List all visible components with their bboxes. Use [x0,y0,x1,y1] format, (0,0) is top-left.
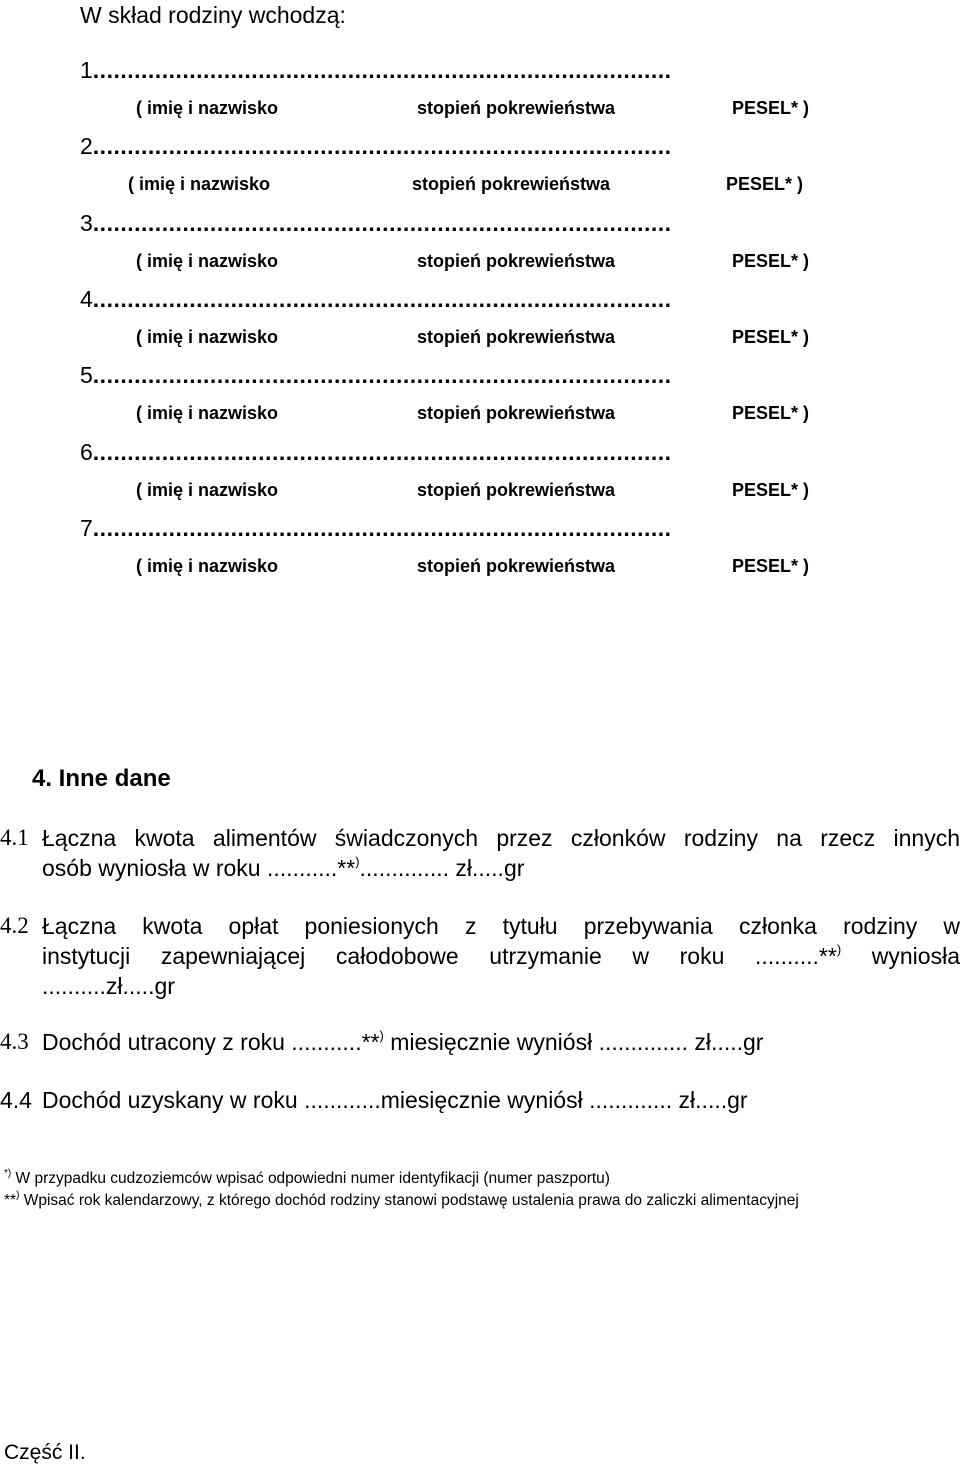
member-number: 2 [80,133,93,160]
member-line [80,57,672,84]
item-4-2 [0,911,960,1001]
footnote-text: Wpisać rok kalendarzowy, z którego dochód rodziny stanowi podstawę ustalenia prawa do zaliczki alimentacyjnej [19,1192,799,1209]
footnote-ref: ) [836,942,842,958]
member-fill-line: .................................................................................... [92,362,672,389]
caption-relation: stopień pokrewieństwa [417,98,616,118]
item-text: Dochód uzyskany w roku ............miesięcznie wyniósł ............. zł.....gr [42,1087,748,1113]
footnote-mark: ) [16,1189,20,1201]
item-number: 4.3 [0,1029,29,1054]
member-number: 3 [80,209,93,236]
caption-name: ( imię i nazwisko [136,326,279,347]
member-fill-line: .................................................................................... [92,57,672,83]
item-text: Łączna kwota alimentów świadczonych przez członków rodziny na rzecz innych [42,825,960,851]
item-text: .............. zł.....gr [359,855,525,881]
caption-pesel: PESEL* ) [732,403,810,424]
caption-pesel: PESEL* ) [726,174,804,195]
caption-relation: stopień pokrewieństwa [417,479,616,500]
member-line [80,210,672,237]
member-number: 4 [80,285,93,312]
caption-pesel: PESEL* ) [732,326,810,347]
member-line [80,439,672,466]
footnote-mark: ** [4,1192,17,1209]
footnote-text: W przypadku cudzoziemców wpisać odpowiedni numer identyfikacji (numer paszportu) [11,1170,610,1187]
member-line [80,515,672,542]
member-fill-line: .................................................................................... [92,285,672,312]
item-text: instytucji zapewniającej całodobowe utrzymanie w roku ..........** [42,943,837,969]
caption-pesel: PESEL* ) [732,555,810,576]
caption-name: ( imię i nazwisko [128,174,271,195]
caption-pesel: PESEL* ) [732,250,810,271]
member-line [80,362,672,389]
caption-name: ( imię i nazwisko [136,250,279,271]
member-line [80,286,672,313]
caption-name: ( imię i nazwisko [136,479,279,500]
item-text: miesięcznie wyniósł .............. zł.....gr [383,1029,764,1055]
member-number: 5 [80,362,93,389]
caption-name: ( imię i nazwisko [136,98,279,118]
item-text: ..........zł.....gr [42,973,175,999]
family-intro: W skład rodziny wchodzą: [80,2,346,28]
caption-name: ( imię i nazwisko [136,403,279,424]
member-number: 1 [80,57,93,83]
part-heading: Część II. [4,1441,86,1464]
member-fill-line: .................................................................................... [92,133,672,160]
caption-relation: stopień pokrewieństwa [417,403,616,424]
member-fill-line: .................................................................................... [92,514,672,541]
item-number: 4.2 [0,913,29,938]
caption-relation: stopień pokrewieństwa [417,555,616,576]
footnote-2 [4,1189,799,1210]
caption-relation: stopień pokrewieństwa [412,174,611,195]
member-fill-line: .................................................................................... [92,438,672,465]
item-number: 4.4 [0,1087,32,1113]
caption-pesel: PESEL* ) [732,479,810,500]
item-text: Łączna kwota opłat poniesionych z tytułu przebywania członka rodziny w [42,913,960,939]
footnote-ref: ) [355,854,360,870]
member-number: 6 [80,438,93,465]
item-4-4 [0,1085,960,1115]
member-line [80,133,672,160]
item-text: Dochód utracony z roku ...........** [42,1029,380,1055]
footnote-ref: ) [379,1028,384,1044]
item-number: 4.1 [0,825,29,850]
member-number: 7 [80,514,93,541]
caption-relation: stopień pokrewieństwa [417,326,616,347]
member-fill-line: .................................................................................... [92,209,672,236]
item-4-1 [0,823,960,883]
caption-relation: stopień pokrewieństwa [417,250,616,271]
item-4-3 [0,1027,960,1057]
item-text: wyniosła [841,943,960,969]
footnote-1 [4,1167,610,1188]
footnote-mark: *) [4,1167,12,1179]
caption-pesel: PESEL* ) [732,98,810,118]
caption-name: ( imię i nazwisko [136,555,279,576]
item-text: osób wyniosła w roku ...........** [42,855,356,881]
section-title: 4. Inne dane [32,765,171,792]
